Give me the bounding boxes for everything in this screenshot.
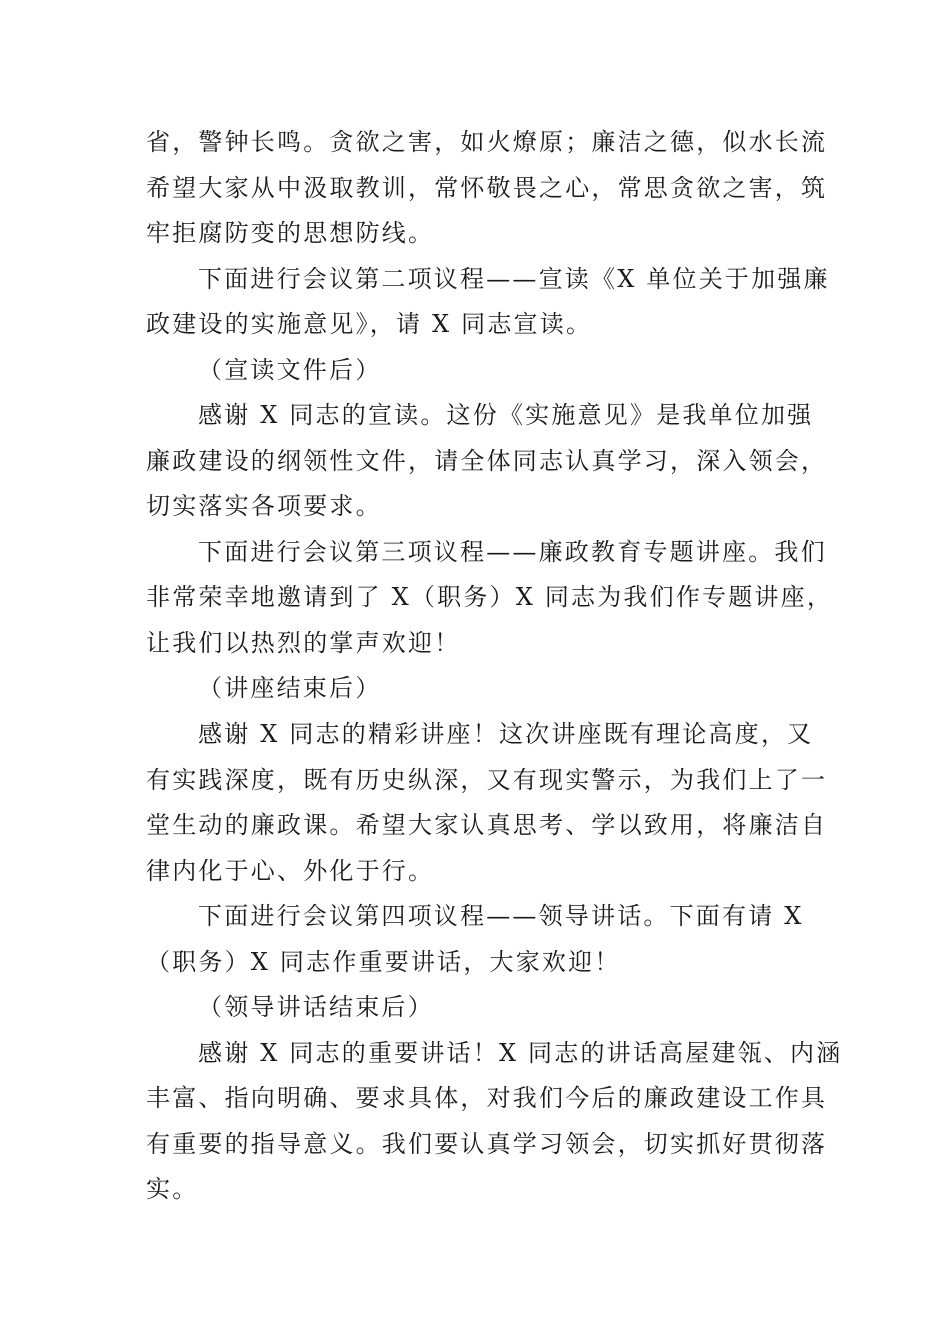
paragraph-line: 牢拒腐防变的思想防线。 bbox=[146, 219, 435, 247]
paragraph-line: 感谢 X 同志的精彩讲座！这次讲座既有理论高度，又 bbox=[198, 720, 814, 748]
paragraph-line: 希望大家从中汲取教训，常怀敬畏之心，常思贪欲之害，筑 bbox=[146, 174, 828, 202]
paragraph-line: 切实落实各项要求。 bbox=[146, 492, 382, 520]
paragraph-line: 省，警钟长鸣。贪欲之害，如火燎原；廉洁之德，似水长流 bbox=[146, 128, 828, 156]
paragraph-line: 非常荣幸地邀请到了 X（职务）X 同志为我们作专题讲座， bbox=[146, 583, 834, 611]
paragraph-line: （职务）X 同志作重要讲话，大家欢迎！ bbox=[146, 948, 621, 976]
paragraph-line: 让我们以热烈的掌声欢迎！ bbox=[146, 629, 461, 657]
paragraph-line: 律内化于心、外化于行。 bbox=[146, 857, 435, 885]
paragraph-line: 有实践深度，既有历史纵深，又有现实警示，为我们上了一 bbox=[146, 766, 828, 794]
paragraph-line: 下面进行会议第四项议程——领导讲话。下面有请 X bbox=[198, 902, 804, 930]
paragraph-line: 丰富、指向明确、要求具体，对我们今后的廉政建设工作具 bbox=[146, 1084, 828, 1112]
paragraph-line: 下面进行会议第三项议程——廉政教育专题讲座。我们 bbox=[198, 538, 827, 566]
paragraph-line: 感谢 X 同志的宣读。这份《实施意见》是我单位加强 bbox=[198, 401, 814, 429]
stage-direction: （领导讲话结束后） bbox=[198, 993, 434, 1021]
stage-direction: （讲座结束后） bbox=[198, 674, 382, 702]
paragraph-line: 实。 bbox=[146, 1175, 199, 1203]
paragraph-line: 堂生动的廉政课。希望大家认真思考、学以致用，将廉洁自 bbox=[146, 811, 828, 839]
paragraph-line: 感谢 X 同志的重要讲话！X 同志的讲话高屋建瓴、内涵 bbox=[198, 1039, 843, 1067]
paragraph-line: 廉政建设的纲领性文件，请全体同志认真学习，深入领会， bbox=[146, 447, 828, 475]
stage-direction: （宣读文件后） bbox=[198, 356, 382, 384]
paragraph-line: 政建设的实施意见》，请 X 同志宣读。 bbox=[146, 310, 593, 338]
paragraph-line: 下面进行会议第二项议程——宣读《X 单位关于加强廉 bbox=[198, 265, 830, 293]
paragraph-line: 有重要的指导意义。我们要认真学习领会，切实抓好贯彻落 bbox=[146, 1130, 828, 1158]
